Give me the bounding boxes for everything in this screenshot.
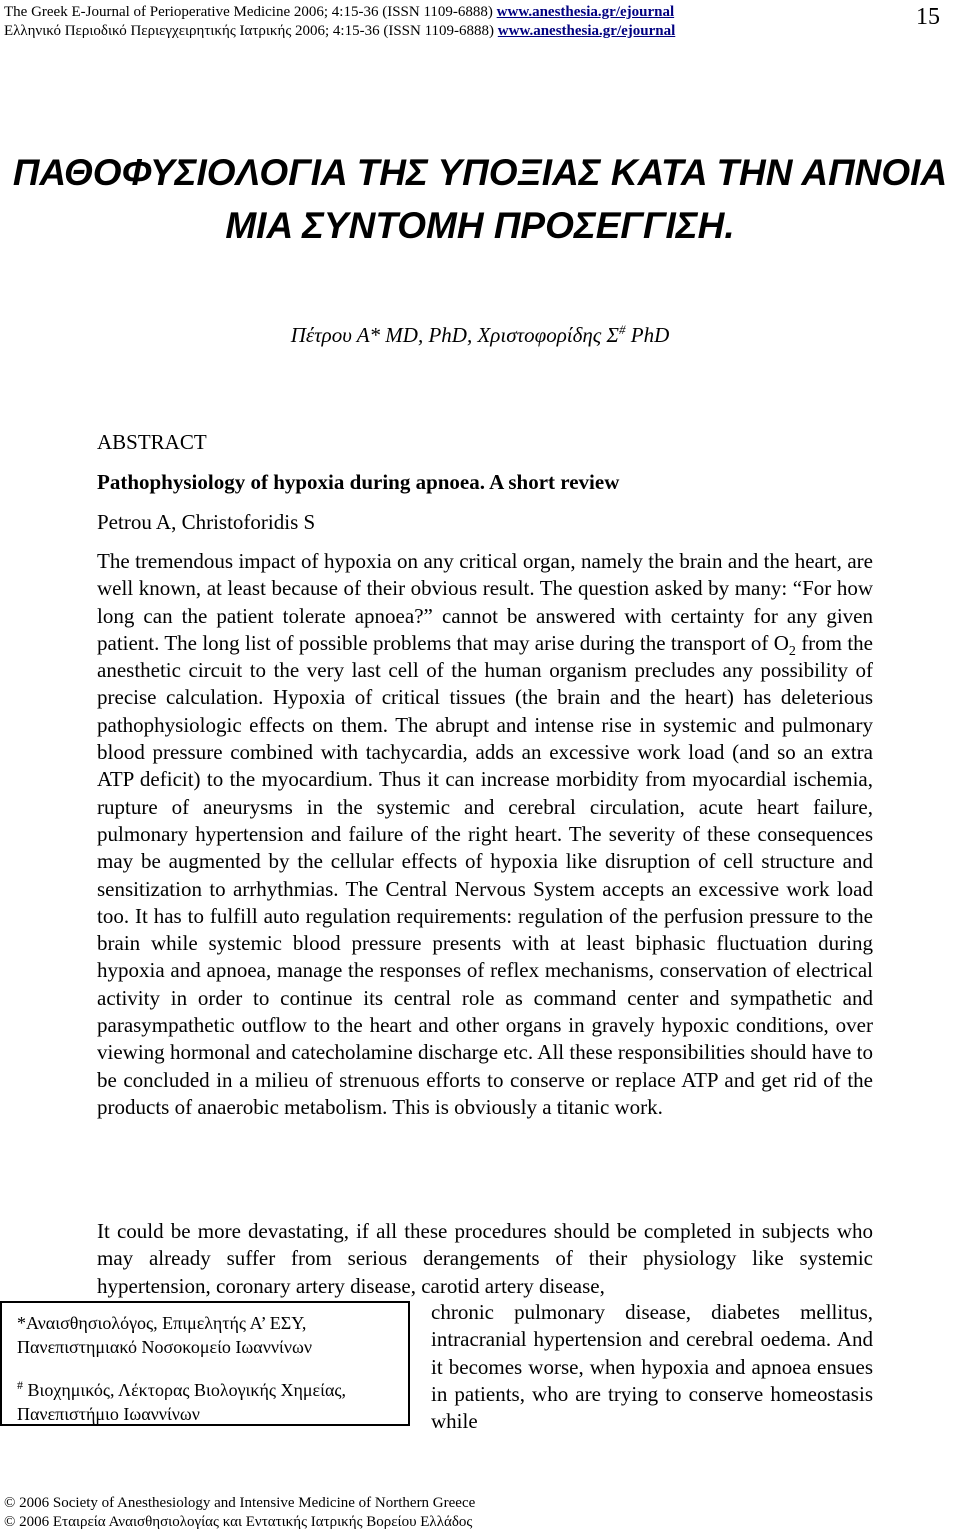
journal-link-greek[interactable]: www.anesthesia.gr/ejournal — [497, 23, 676, 39]
journal-citation: The Greek E-Journal of Perioperative Medicine 2006; 4:15-36 (ISSN 1109-6888) — [4, 4, 493, 20]
abstract-paragraph2-continued: chronic pulmonary disease, diabetes mellitus, intracranial hypertension and cerebral oedema. And it becomes worse, when hypoxia and apnoea ensues in patients, who are trying to conserve homeostasis while — [431, 1300, 873, 1434]
abstract-heading: ABSTRACT — [97, 430, 207, 454]
article-authors — [0, 322, 960, 348]
abstract-body-part1: The tremendous impact of hypoxia on any critical organ, namely the brain and the heart, are well known, at least because of their obvious result. The question asked by many: “For how long can the patient tolerate apnoea?” cannot be answered with certainty for any given patient. The long list of possible problems that may arise during the transport of O — [97, 549, 873, 655]
authors-degree: PhD — [625, 323, 670, 347]
journal-citation-greek: Ελληνικό Περιοδικό Περιεγχειρητικής Ιατρικής 2006; 4:15-36 (ISSN 1109-6888) — [4, 23, 495, 39]
footnote-2-mark: # — [17, 1378, 23, 1392]
article-title-line1: ΠΑΘΟΦΥΣΙΟΛΟΓΙΑ ΤΗΣ ΥΠΟΞΙΑΣ ΚΑΤΑ ΤΗΝ ΑΠΝΟΙΑ — [12, 152, 948, 193]
abstract-body — [97, 548, 873, 1121]
abstract-paragraph2: It could be more devastating, if all these procedures should be completed in subjects who may already suffer from serious derangements of their physiology like systemic hypertension, coronary artery disease, carotid artery disease, — [97, 1219, 873, 1298]
header-line-greek — [4, 22, 675, 41]
oxygen-subscript: 2 — [788, 644, 796, 660]
abstract-body-part2: from the anesthetic circuit to the very last cell of the human organism precludes any possibility of precise calculation. Hypoxia of critical tissues (the brain and the heart) has deleterious pathophysiologic effects on them. The abrupt and intense rise in systemic and pulmonary blood pressure combined with tachycardia, adds an excessive work load (and so an extra ATP deficit) to the myocardium. Thus it can increase morbidity from myocardial ischemia, rupture of aneurysms in the systemic and cerebral circulation, acute heart failure, pulmonary hypertension and failure of the right heart. The severity of these consequences may be augmented by the cellular effects of hypoxia like disruption of cell structure and sensitization to arrhythmias. The Central Nervous System accepts an excessive work load too. It has to fulfill auto regulation requirements: regulation of the perfusion pressure to the brain while systemic blood pressure presents with at least biphasic fluctuation during hypoxia and apnoea, manage the responses of reflex mechanisms, conservation of electrical activity in order to continue its central role as command center and sympathetic and parasympathetic outflow to the heart and other organs in gravely hypoxic conditions, over viewing hormonal and catecholamine discharge etc. All these responsibilities should have to be concluded in a milieu of strenuous efforts to conserve or replace ATP and get rid of the products of anaerobic metabolism. This is obviously a titanic work. — [97, 630, 873, 1119]
abstract-title: Pathophysiology of hypoxia during apnoea. A short review — [97, 470, 620, 494]
copyright-greek: © 2006 Εταιρεία Αναισθησιολογίας και Εντατικής Ιατρικής Βορείου Ελλάδος — [4, 1514, 473, 1530]
authors-affiliation-mark: # — [619, 322, 626, 337]
footnote-1-line1: *Αναισθησιολόγος, Επιμελητής Α’ ΕΣΥ, — [17, 1313, 307, 1333]
authors-names: Πέτρου Α* MD, PhD, Χριστοφορίδης Σ — [290, 323, 620, 347]
running-header — [4, 3, 675, 41]
article-title-line2: ΜΙΑ ΣΥΝΤΟΜΗ ΠΡΟΣΕΓΓΙΣΗ. — [225, 205, 735, 246]
affiliation-footnotes — [0, 1301, 410, 1426]
journal-link[interactable]: www.anesthesia.gr/ejournal — [496, 4, 675, 20]
header-line-english — [4, 3, 675, 22]
footnote-1-line2: Πανεπιστημιακό Νοσοκομείο Ιωαννίνων — [17, 1337, 312, 1357]
page-number: 15 — [916, 4, 940, 30]
footnote-2-line1: # Βιοχημικός, Λέκτορας Βιολογικής Χημείας, — [17, 1378, 347, 1400]
copyright-english: © 2006 Society of Anesthesiology and Intensive Medicine of Northern Greece — [4, 1495, 476, 1511]
footnote-2-line2: Πανεπιστήμιο Ιωαννίνων — [17, 1404, 200, 1424]
abstract-authors: Petrou A, Christoforidis S — [97, 510, 316, 534]
